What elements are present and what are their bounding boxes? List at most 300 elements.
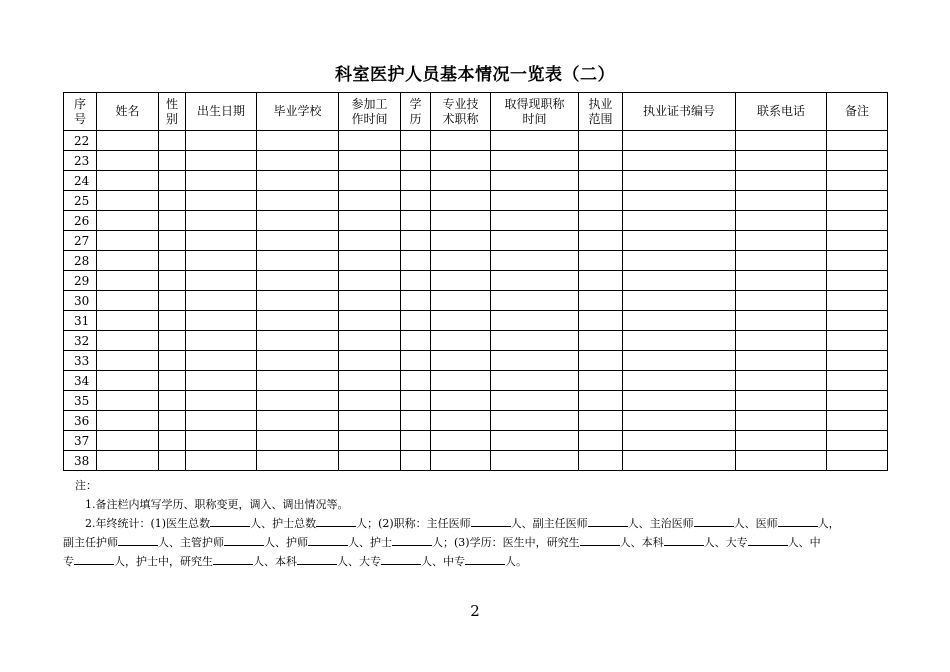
table-cell[interactable] [186, 191, 257, 211]
table-cell[interactable] [827, 431, 888, 451]
table-cell[interactable] [257, 291, 339, 311]
table-cell[interactable] [339, 171, 401, 191]
table-cell[interactable] [827, 451, 888, 471]
table-cell[interactable] [257, 231, 339, 251]
note-text: 人。 [505, 555, 527, 568]
table-cell[interactable] [827, 211, 888, 231]
table-cell[interactable] [579, 291, 623, 311]
table-cell[interactable] [257, 391, 339, 411]
note-text: 专 [63, 555, 74, 568]
table-cell[interactable] [401, 391, 431, 411]
table-row [64, 411, 888, 431]
table-cell[interactable] [827, 331, 888, 351]
fill-blank[interactable] [381, 553, 421, 565]
table-cell[interactable] [339, 451, 401, 471]
table-cell[interactable] [827, 251, 888, 271]
table-cell[interactable] [827, 351, 888, 371]
note-item-2-line-2 [63, 533, 887, 552]
column-header-label-line2: 范围 [588, 111, 613, 126]
table-cell[interactable] [579, 371, 623, 391]
note-item-2-line-3 [63, 552, 887, 571]
row-number: 27 [64, 231, 97, 251]
row-number: 36 [64, 411, 97, 431]
table-cell[interactable] [339, 331, 401, 351]
table-cell[interactable] [431, 251, 491, 271]
table-cell[interactable] [736, 371, 827, 391]
row-number: 24 [64, 171, 97, 191]
table-cell[interactable] [257, 451, 339, 471]
table-cell[interactable] [491, 231, 579, 251]
table-cell[interactable] [579, 411, 623, 431]
row-number: 25 [64, 191, 97, 211]
table-cell[interactable] [491, 211, 579, 231]
column-header-label: 专业技 [442, 96, 479, 111]
table-cell[interactable] [339, 291, 401, 311]
table-cell[interactable] [159, 351, 186, 371]
fill-blank[interactable] [210, 515, 250, 527]
row-number: 33 [64, 351, 97, 371]
column-header [827, 93, 888, 131]
table-cell[interactable] [491, 451, 579, 471]
table-cell[interactable] [579, 251, 623, 271]
table-cell[interactable] [736, 211, 827, 231]
table-cell[interactable] [186, 431, 257, 451]
table-cell[interactable] [401, 191, 431, 211]
column-header-label-line2: 时间 [522, 111, 547, 126]
fill-blank[interactable] [316, 515, 356, 527]
table-cell[interactable] [186, 351, 257, 371]
table-cell[interactable] [339, 231, 401, 251]
table-cell[interactable] [339, 131, 401, 151]
table-cell[interactable] [186, 411, 257, 431]
fill-blank[interactable] [694, 515, 734, 527]
table-cell[interactable] [431, 371, 491, 391]
table-cell[interactable] [97, 251, 159, 271]
table-cell[interactable] [579, 171, 623, 191]
table-cell[interactable] [339, 431, 401, 451]
row-number: 32 [64, 331, 97, 351]
table-row [64, 291, 888, 311]
table-cell[interactable] [736, 411, 827, 431]
table-cell[interactable] [339, 251, 401, 271]
table-cell[interactable] [339, 211, 401, 231]
table-cell[interactable] [257, 211, 339, 231]
table-cell[interactable] [491, 431, 579, 451]
column-header [339, 93, 401, 131]
note-text: 人；(2)职称：主任医师 [356, 517, 471, 530]
column-header [97, 93, 159, 131]
fill-blank[interactable] [471, 515, 511, 527]
note-text: 人、本科 [619, 536, 664, 549]
table-cell[interactable] [257, 311, 339, 331]
table-cell[interactable] [736, 331, 827, 351]
table-cell[interactable] [339, 191, 401, 211]
table-cell[interactable] [97, 391, 159, 411]
fill-blank[interactable] [748, 534, 788, 546]
table-cell[interactable] [827, 131, 888, 151]
table-cell[interactable] [401, 311, 431, 331]
note-text: 人、副主任医师 [510, 517, 588, 530]
table-row [64, 251, 888, 271]
note-text: 人、本科 [253, 555, 297, 568]
table-cell[interactable] [827, 311, 888, 331]
column-header-label: 联系电话 [756, 104, 805, 118]
table-cell[interactable] [736, 251, 827, 271]
table-cell[interactable] [257, 191, 339, 211]
table-cell[interactable] [159, 411, 186, 431]
table-cell[interactable] [491, 171, 579, 191]
table-cell[interactable] [186, 391, 257, 411]
table-cell[interactable] [736, 171, 827, 191]
table-cell[interactable] [736, 271, 827, 291]
table-cell[interactable] [491, 311, 579, 331]
table-cell[interactable] [159, 431, 186, 451]
column-header-label: 序 [73, 96, 86, 111]
table-cell[interactable] [186, 451, 257, 471]
table-cell[interactable] [97, 411, 159, 431]
table-cell[interactable] [491, 151, 579, 171]
table-cell[interactable] [339, 271, 401, 291]
fill-blank[interactable] [465, 553, 505, 565]
notes-label: 注： [75, 479, 97, 492]
note-text: 人、中 [787, 536, 821, 549]
table-cell[interactable] [186, 271, 257, 291]
table-cell[interactable] [97, 331, 159, 351]
table-cell[interactable] [97, 211, 159, 231]
table-cell[interactable] [339, 391, 401, 411]
table-cell[interactable] [159, 291, 186, 311]
fill-blank[interactable] [580, 534, 620, 546]
table-cell[interactable] [159, 191, 186, 211]
table-cell[interactable] [579, 351, 623, 371]
table-cell[interactable] [623, 291, 736, 311]
table-cell[interactable] [623, 391, 736, 411]
table-cell[interactable] [623, 351, 736, 371]
table-cell[interactable] [186, 251, 257, 271]
table-cell[interactable] [186, 231, 257, 251]
fill-blank[interactable] [664, 534, 704, 546]
table-row [64, 391, 888, 411]
page-number: 2 [470, 602, 480, 620]
table-row [64, 211, 888, 231]
table-cell[interactable] [159, 171, 186, 191]
table-cell[interactable] [186, 371, 257, 391]
table-cell[interactable] [401, 211, 431, 231]
column-header [579, 93, 623, 131]
column-header-label: 取得现职称 [504, 96, 565, 111]
note-text: 人；(3)学历：医生中，研究生 [432, 536, 580, 549]
table-cell[interactable] [159, 251, 186, 271]
column-header-label-line2: 历 [409, 111, 422, 126]
fill-blank[interactable] [224, 534, 264, 546]
row-number: 35 [64, 391, 97, 411]
table-cell[interactable] [827, 371, 888, 391]
note-text: 人，护士中，研究生 [114, 555, 213, 568]
table-cell[interactable] [97, 231, 159, 251]
fill-blank[interactable] [392, 534, 432, 546]
table-cell[interactable] [401, 131, 431, 151]
table-cell[interactable] [401, 331, 431, 351]
row-number: 37 [64, 431, 97, 451]
table-cell[interactable] [257, 271, 339, 291]
note-text: 人、主管护师 [158, 536, 224, 549]
table-cell[interactable] [186, 311, 257, 331]
table-cell[interactable] [491, 351, 579, 371]
table-cell[interactable] [97, 311, 159, 331]
table-cell[interactable] [736, 451, 827, 471]
fill-blank[interactable] [74, 553, 114, 565]
table-cell[interactable] [491, 391, 579, 411]
row-number: 23 [64, 151, 97, 171]
table-cell[interactable] [401, 351, 431, 371]
table-cell[interactable] [736, 191, 827, 211]
table-cell[interactable] [491, 371, 579, 391]
column-header [736, 93, 827, 131]
table-cell[interactable] [257, 351, 339, 371]
table-cell[interactable] [827, 191, 888, 211]
table-cell[interactable] [97, 171, 159, 191]
table-cell[interactable] [827, 411, 888, 431]
table-cell[interactable] [257, 251, 339, 271]
note-text: 2.年终统计：(1)医生总数 [85, 517, 211, 530]
note-text: 副主任护师 [63, 536, 118, 549]
table-cell[interactable] [736, 151, 827, 171]
table-cell[interactable] [827, 231, 888, 251]
table-cell[interactable] [491, 291, 579, 311]
table-cell[interactable] [623, 131, 736, 151]
note-text: 人、护士总数 [250, 517, 317, 530]
table-cell[interactable] [97, 291, 159, 311]
table-cell[interactable] [339, 311, 401, 331]
row-number: 30 [64, 291, 97, 311]
table-cell[interactable] [623, 191, 736, 211]
table-cell[interactable] [97, 191, 159, 211]
table-cell[interactable] [401, 271, 431, 291]
column-header [257, 93, 339, 131]
row-number: 26 [64, 211, 97, 231]
table-cell[interactable] [159, 131, 186, 151]
table-cell[interactable] [257, 371, 339, 391]
table-cell[interactable] [579, 391, 623, 411]
table-cell[interactable] [623, 251, 736, 271]
table-cell[interactable] [159, 371, 186, 391]
table-cell[interactable] [623, 171, 736, 191]
column-header [64, 93, 97, 131]
table-cell[interactable] [431, 151, 491, 171]
table-cell[interactable] [827, 291, 888, 311]
table-cell[interactable] [491, 251, 579, 271]
column-header-label-line2: 术职称 [442, 111, 479, 126]
fill-blank[interactable] [308, 534, 348, 546]
table-cell[interactable] [257, 131, 339, 151]
table-cell[interactable] [257, 331, 339, 351]
table-cell[interactable] [401, 151, 431, 171]
table-cell[interactable] [431, 231, 491, 251]
table-cell[interactable] [579, 271, 623, 291]
table-cell[interactable] [401, 251, 431, 271]
table-row [64, 451, 888, 471]
table-cell[interactable] [579, 131, 623, 151]
table-cell[interactable] [159, 271, 186, 291]
column-header [186, 93, 257, 131]
column-header-label: 执业 [588, 96, 613, 111]
table-cell[interactable] [579, 311, 623, 331]
table-cell[interactable] [431, 411, 491, 431]
fill-blank[interactable] [778, 515, 818, 527]
table-cell[interactable] [431, 291, 491, 311]
fill-blank[interactable] [297, 553, 337, 565]
table-cell[interactable] [623, 151, 736, 171]
table-cell[interactable] [491, 411, 579, 431]
column-header [401, 93, 431, 131]
table-row [64, 151, 888, 171]
table-body [64, 131, 888, 471]
column-header-label: 性 [165, 96, 178, 111]
fill-blank[interactable] [118, 534, 158, 546]
table-cell[interactable] [401, 171, 431, 191]
table-cell[interactable] [579, 431, 623, 451]
table-header-row [64, 93, 888, 131]
table-cell[interactable] [401, 231, 431, 251]
table-cell[interactable] [491, 131, 579, 151]
table-cell[interactable] [97, 131, 159, 151]
table-cell[interactable] [257, 411, 339, 431]
table-row [64, 431, 888, 451]
table-cell[interactable] [401, 371, 431, 391]
table-cell[interactable] [491, 271, 579, 291]
table-cell[interactable] [623, 311, 736, 331]
table-cell[interactable] [97, 271, 159, 291]
table-cell[interactable] [827, 271, 888, 291]
table-cell[interactable] [623, 211, 736, 231]
table-cell[interactable] [623, 231, 736, 251]
table-cell[interactable] [159, 151, 186, 171]
document-title: 科室医护人员基本情况一览表（二） [335, 65, 615, 85]
table-cell[interactable] [97, 431, 159, 451]
column-header [491, 93, 579, 131]
table-cell[interactable] [186, 331, 257, 351]
table-cell[interactable] [827, 171, 888, 191]
note-item-2-line-1 [63, 514, 887, 533]
table-cell[interactable] [579, 151, 623, 171]
table-cell[interactable] [491, 191, 579, 211]
table-cell[interactable] [339, 411, 401, 431]
note-text: 人、中专 [421, 555, 465, 568]
table-cell[interactable] [159, 391, 186, 411]
table-cell[interactable] [186, 131, 257, 151]
column-header-label: 出生日期 [196, 104, 245, 118]
table-cell[interactable] [431, 171, 491, 191]
table-cell[interactable] [97, 451, 159, 471]
table-cell[interactable] [579, 231, 623, 251]
column-header [159, 93, 186, 131]
table-cell[interactable] [97, 351, 159, 371]
table-cell[interactable] [339, 151, 401, 171]
table-cell[interactable] [431, 391, 491, 411]
table-cell[interactable] [431, 451, 491, 471]
table-row [64, 271, 888, 291]
table-cell[interactable] [431, 191, 491, 211]
row-number: 34 [64, 371, 97, 391]
table-cell[interactable] [736, 231, 827, 251]
table-cell[interactable] [97, 151, 159, 171]
table-cell[interactable] [186, 291, 257, 311]
table-cell[interactable] [623, 371, 736, 391]
table-cell[interactable] [401, 431, 431, 451]
note-text: 人、大专 [703, 536, 748, 549]
table-cell[interactable] [623, 331, 736, 351]
column-header-label: 备注 [844, 104, 869, 118]
table-cell[interactable] [431, 131, 491, 151]
table-cell[interactable] [257, 171, 339, 191]
table-cell[interactable] [401, 411, 431, 431]
row-number: 38 [64, 451, 97, 471]
fill-blank[interactable] [588, 515, 628, 527]
table-row [64, 231, 888, 251]
notes-section [63, 476, 887, 571]
table-cell[interactable] [257, 431, 339, 451]
table-cell[interactable] [623, 451, 736, 471]
fill-blank[interactable] [213, 553, 253, 565]
table-cell[interactable] [159, 211, 186, 231]
table-cell[interactable] [736, 351, 827, 371]
column-header-label: 姓名 [115, 104, 140, 118]
table-cell[interactable] [736, 431, 827, 451]
table-cell[interactable] [623, 411, 736, 431]
column-header-label: 参加工 [351, 96, 388, 111]
note-text: 人、护师 [264, 536, 308, 549]
column-header-label-line2: 号 [73, 111, 86, 126]
table-cell[interactable] [339, 371, 401, 391]
table-cell[interactable] [186, 151, 257, 171]
table-cell[interactable] [579, 451, 623, 471]
table-cell[interactable] [579, 211, 623, 231]
table-cell[interactable] [401, 451, 431, 471]
table-cell[interactable] [623, 431, 736, 451]
table-cell[interactable] [401, 291, 431, 311]
table-cell[interactable] [431, 271, 491, 291]
table-cell[interactable] [736, 131, 827, 151]
table-cell[interactable] [736, 391, 827, 411]
table-cell[interactable] [159, 331, 186, 351]
table-cell[interactable] [827, 151, 888, 171]
table-cell[interactable] [431, 351, 491, 371]
table-cell[interactable] [431, 311, 491, 331]
table-cell[interactable] [736, 311, 827, 331]
note-item-1: 1.备注栏内填写学历、职称变更，调入、调出情况等。 [85, 498, 349, 511]
table-cell[interactable] [827, 391, 888, 411]
table-cell[interactable] [623, 271, 736, 291]
table-cell[interactable] [579, 331, 623, 351]
table-cell[interactable] [431, 431, 491, 451]
table-cell[interactable] [491, 331, 579, 351]
table-cell[interactable] [159, 231, 186, 251]
table-cell[interactable] [339, 351, 401, 371]
table-cell[interactable] [431, 331, 491, 351]
table-row [64, 371, 888, 391]
table-cell[interactable] [97, 371, 159, 391]
table-cell[interactable] [431, 211, 491, 231]
table-row [64, 131, 888, 151]
table-cell[interactable] [579, 191, 623, 211]
table-cell[interactable] [736, 291, 827, 311]
note-text: 人， [817, 517, 840, 530]
table-cell[interactable] [186, 171, 257, 191]
table-cell[interactable] [257, 151, 339, 171]
table-cell[interactable] [159, 311, 186, 331]
table-cell[interactable] [159, 451, 186, 471]
table-cell[interactable] [186, 211, 257, 231]
